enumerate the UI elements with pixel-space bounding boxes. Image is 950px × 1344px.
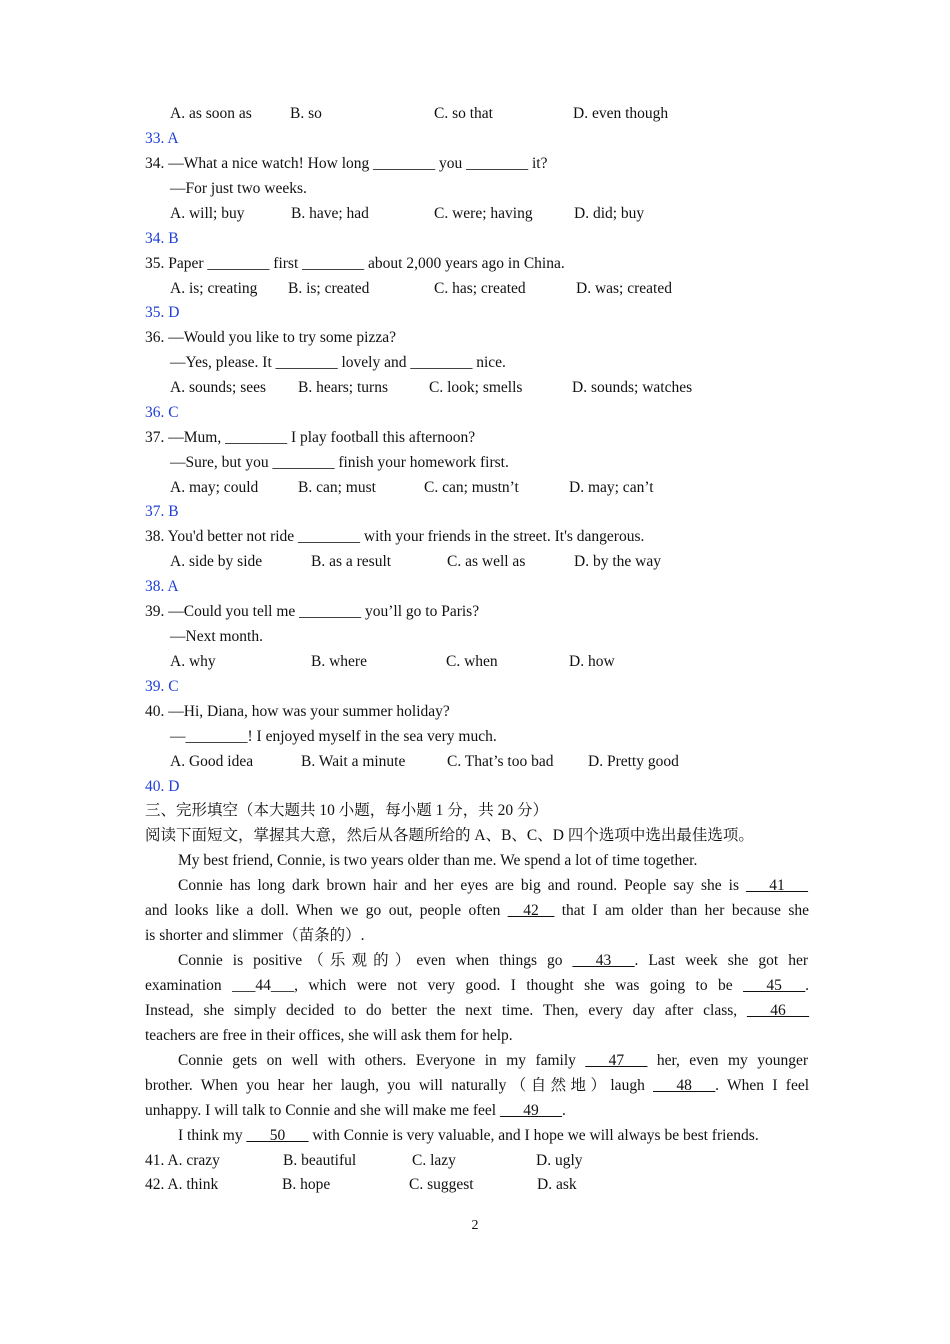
question-38: 38. You'd better not ride ________ with your friends in the street. It's dangerous. [145,528,645,545]
passage-text: Connie is positive（乐观的）even when things go [178,952,563,969]
option-d: D. even though [573,105,669,122]
option-c: C. suggest [409,1176,474,1193]
option-b: B. where [311,653,367,670]
option-a: 41. A. crazy [145,1152,220,1169]
question-36-reply: —Yes, please. It ________ lovely and ________ nice. [170,354,506,371]
section-3-heading: 三、完形填空（本大题共 10 小题，每小题 1 分，共 20 分） [145,802,549,819]
passage-text: I think my [178,1127,243,1144]
question-37: 37. —Mum, ________ I play football this afternoon? [145,429,476,446]
option-c: C. look; smells [429,379,523,396]
passage-line [145,1076,809,1096]
option-c: C. can; mustn’t [424,479,519,496]
answer-36: 36. C [145,404,179,421]
passage-line: examination ___44___, which were not very good. I thought she was going to be ___45___. [145,977,809,994]
option-b: B. can; must [298,479,376,496]
blank-43: ___43___ [572,952,635,969]
blank-47: ___47___ [585,1052,648,1069]
option-d: D. by the way [574,553,661,570]
option-b: B. hope [282,1176,331,1193]
blank-45: ___45___ [743,977,806,994]
passage-line [178,1126,759,1146]
blank-42: __42__ [507,902,555,919]
option-d: D. may; can’t [569,479,654,496]
option-a: A. side by side [170,553,263,570]
blank-50: ___50___ [246,1127,309,1144]
blank-48: ___48___ [653,1077,716,1094]
passage-text: Connie has long dark brown hair and her eyes are big and round. People say she is [178,877,739,894]
option-c: C. lazy [412,1152,456,1169]
option-a: A. why [170,653,216,670]
question-40: 40. —Hi, Diana, how was your summer holiday? [145,703,450,720]
option-a: A. is; creating [170,280,258,297]
answer-38: 38. A [145,578,179,595]
option-b: B. Wait a minute [301,753,406,770]
option-c: C. when [446,653,498,670]
option-d: D. sounds; watches [572,379,693,396]
option-d: D. ugly [536,1152,583,1169]
answer-39: 39. C [145,678,179,695]
passage-text: with Connie is very valuable, and I hope we will always be best friends. [312,1127,759,1144]
option-c: C. so that [434,105,493,122]
passage-text: Connie gets on well with others. Everyone in my family [178,1052,576,1069]
question-39: 39. —Could you tell me ________ you’ll go to Paris? [145,603,480,620]
section-3-instructions: 阅读下面短文，掌握其大意，然后从各题所给的 A、B、C、D 四个选项中选出最佳选项。 [145,827,754,844]
option-d: D. did; buy [574,205,645,222]
question-36: 36. —Would you like to try some pizza? [145,329,397,346]
option-b: B. have; had [291,205,369,222]
question-34: 34. —What a nice watch! How long ________ you ________ it? [145,155,548,172]
passage-text: examination [145,977,222,994]
passage-line: teachers are free in their offices, she will ask them for help. [145,1027,513,1044]
option-a: A. may; could [170,479,259,496]
passage-line: is shorter and slimmer（苗条的）. [145,927,365,944]
option-b: B. as a result [311,553,392,570]
option-a: A. will; buy [170,205,245,222]
passage-text: her, even my younger [656,1052,809,1069]
option-c: C. That’s too bad [447,753,554,770]
option-d: D. how [569,653,615,670]
answer-35: 35. D [145,304,180,321]
blank-41: ___41___ [746,877,808,894]
option-c: C. as well as [447,553,526,570]
answer-33: 33. A [145,130,179,147]
option-c: C. were; having [434,205,533,222]
option-b: B. is; created [288,280,370,297]
answer-37: 37. B [145,503,179,520]
blank-49: ___49___ [499,1102,562,1119]
passage-text: . When I feel [715,1077,810,1094]
answer-34: 34. B [145,230,179,247]
option-c: C. has; created [434,280,526,297]
question-39-reply: —Next month. [170,628,263,645]
passage-line: unhappy. I will talk to Connie and she will make me feel ___49___. [145,1102,566,1119]
passage-text: that I am older than her because she [561,902,809,919]
option-a: A. as soon as [170,105,252,122]
passage-line [145,1001,809,1021]
passage-line [145,901,809,921]
option-a: 42. A. think [145,1176,219,1193]
passage-line [178,951,808,971]
passage-text: . Last week she got her [634,952,809,969]
question-37-reply: —Sure, but you ________ finish your homework first. [170,454,509,471]
passage-text: and looks like a doll. When we go out, people often [145,902,501,919]
question-34-reply: —For just two weeks. [170,180,307,197]
question-40-reply: —________! I enjoyed myself in the sea very much. [170,728,497,745]
page-number: 2 [471,1218,479,1233]
blank-46: ___46___ [747,1002,810,1019]
passage-line [178,876,808,896]
option-a: A. sounds; sees [170,379,267,396]
option-d: D. was; created [576,280,672,297]
option-b: B. so [290,105,322,122]
option-d: D. ask [537,1176,577,1193]
passage-text: Instead, she simply decided to do better the next time. Then, every day after class, [145,1002,738,1019]
passage-text: brother. When you hear her laugh, you will naturally（自然地）laugh [145,1077,645,1094]
passage-text: unhappy. I will talk to Connie and she will make me feel [145,1102,497,1119]
blank-44: ___44___ [232,977,295,994]
passage-line [178,1051,808,1071]
option-b: B. hears; turns [298,379,388,396]
option-d: D. Pretty good [588,753,679,770]
question-35: 35. Paper ________ first ________ about 2,000 years ago in China. [145,255,565,272]
answer-40: 40. D [145,778,180,795]
option-a: A. Good idea [170,753,254,770]
passage-paragraph-1: My best friend, Connie, is two years older than me. We spend a lot of time together. [178,852,698,869]
option-b: B. beautiful [283,1152,357,1169]
passage-text: , which were not very good. I thought she was going to be [294,977,733,994]
